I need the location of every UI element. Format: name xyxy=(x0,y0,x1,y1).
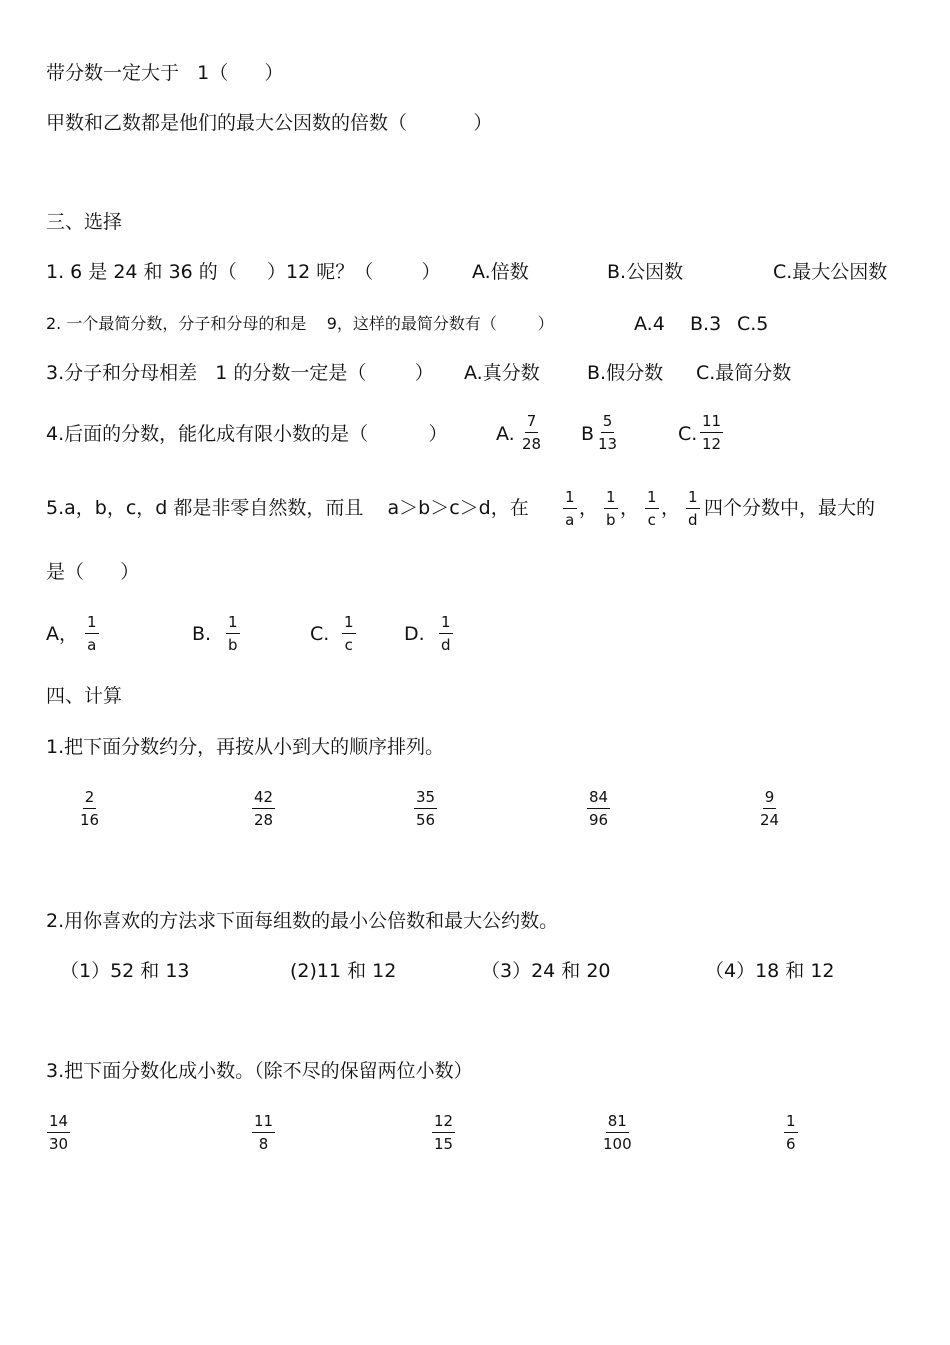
fraction-numerator: 84 xyxy=(587,789,610,809)
calc-q1-fraction xyxy=(80,789,99,829)
choice-q4-option-c-label: C. xyxy=(678,423,698,445)
choice-question-5-stem: 5.a，b，c，d 都是非零自然数，而且 a＞b＞c＞d，在 xyxy=(46,497,529,519)
judge-question-9: 带分数一定大于 1（ ） xyxy=(46,62,284,84)
separator-comma: ， xyxy=(579,497,599,519)
choice-q3-option-a: A.真分数 xyxy=(464,362,540,384)
separator-comma: ， xyxy=(620,497,640,519)
choice-question-4-stem: 4.后面的分数，能化成有限小数的是（ ） xyxy=(46,423,448,445)
fraction-numerator: 5 xyxy=(601,413,615,433)
fraction-numerator: 2 xyxy=(83,789,97,809)
choice-q5-fraction-1-over-a xyxy=(563,489,577,529)
fraction-numerator: 9 xyxy=(763,789,777,809)
fraction-numerator: 1 xyxy=(439,614,453,634)
calc-question-1-stem: 1.把下面分数约分，再按从小到大的顺序排列。 xyxy=(46,736,445,758)
fraction-numerator: 1 xyxy=(342,614,356,634)
choice-q3-option-c: C.最简分数 xyxy=(696,362,792,384)
fraction-numerator: 1 xyxy=(784,1113,798,1133)
choice-q5-option-b-fraction xyxy=(226,614,240,654)
fraction-denominator: 8 xyxy=(258,1135,269,1153)
fraction-denominator: 28 xyxy=(254,811,274,829)
fraction-denominator: 13 xyxy=(598,435,618,453)
choice-q4-fraction-b xyxy=(598,413,617,453)
fraction-numerator: 1 xyxy=(645,489,659,509)
choice-q5-option-b-label: B. xyxy=(192,623,212,645)
calc-q1-fraction xyxy=(760,789,779,829)
fraction-denominator: d xyxy=(441,636,451,654)
fraction-denominator: 30 xyxy=(49,1135,69,1153)
calc-q1-fraction xyxy=(587,789,610,829)
calc-q2-group: （3）24 和 20 xyxy=(481,960,611,982)
fraction-denominator: 6 xyxy=(786,1135,796,1153)
fraction-numerator: 1 xyxy=(604,489,618,509)
calc-question-2-stem: 2.用你喜欢的方法求下面每组数的最小公倍数和最大公约数。 xyxy=(46,910,559,932)
calc-q1-fraction xyxy=(252,789,275,829)
choice-q5-option-d-label: D. xyxy=(404,623,425,645)
fraction-numerator: 11 xyxy=(700,413,723,433)
choice-q5-fraction-1-over-b xyxy=(604,489,618,529)
fraction-denominator: 100 xyxy=(603,1135,632,1153)
fraction-denominator: 28 xyxy=(522,435,542,453)
choice-q4-fraction-a xyxy=(522,413,541,453)
section-title-choice: 三、选择 xyxy=(46,211,123,233)
fraction-denominator: d xyxy=(688,511,698,529)
fraction-numerator: 1 xyxy=(85,614,99,634)
fraction-denominator: c xyxy=(344,636,353,654)
calc-q3-fraction xyxy=(432,1113,455,1153)
fraction-numerator: 35 xyxy=(414,789,437,809)
choice-q3-option-b: B.假分数 xyxy=(587,362,664,384)
fraction-denominator: a xyxy=(565,511,575,529)
choice-q5-fraction-1-over-c xyxy=(645,489,659,529)
choice-q2-option-b: B.3 xyxy=(690,313,722,335)
choice-q1-option-a: A.倍数 xyxy=(472,261,529,283)
fraction-numerator: 1 xyxy=(226,614,240,634)
fraction-denominator: a xyxy=(87,636,97,654)
fraction-denominator: 56 xyxy=(416,811,436,829)
choice-q5-fraction-1-over-d xyxy=(686,489,700,529)
fraction-denominator: b xyxy=(606,511,616,529)
fraction-numerator: 12 xyxy=(432,1113,455,1133)
separator-comma: ， xyxy=(661,497,681,519)
choice-q5-option-a-label: A， xyxy=(46,623,78,645)
choice-q5-option-c-fraction xyxy=(342,614,356,654)
choice-q5-stem-end: 四个分数中，最大的 xyxy=(704,497,876,519)
calc-q2-group: （4）18 和 12 xyxy=(705,960,835,982)
choice-q5-option-d-fraction xyxy=(439,614,453,654)
choice-question-3-stem: 3.分子和分母相差 1 的分数一定是（ ） xyxy=(46,362,434,384)
fraction-numerator: 7 xyxy=(525,413,539,433)
choice-q1-option-b: B.公因数 xyxy=(607,261,684,283)
calc-q3-fraction xyxy=(784,1113,798,1153)
calc-q1-fraction xyxy=(414,789,437,829)
fraction-numerator: 1 xyxy=(563,489,577,509)
choice-q5-option-c-label: C. xyxy=(310,623,330,645)
fraction-numerator: 1 xyxy=(686,489,700,509)
choice-q5-option-a-fraction xyxy=(85,614,99,654)
judge-question-10: 甲数和乙数都是他们的最大公因数的倍数（ ） xyxy=(46,112,493,134)
choice-q1-option-c: C.最大公因数 xyxy=(773,261,888,283)
choice-q2-option-a: A.4 xyxy=(634,313,665,335)
section-title-calculation: 四、计算 xyxy=(46,685,123,707)
fraction-denominator: c xyxy=(647,511,656,529)
fraction-denominator: 96 xyxy=(589,811,609,829)
fraction-denominator: 16 xyxy=(80,811,100,829)
calc-q2-group: (2)11 和 12 xyxy=(290,960,397,982)
choice-q4-option-b-label: B xyxy=(581,423,595,445)
choice-q2-option-c: C.5 xyxy=(737,313,769,335)
fraction-denominator: 15 xyxy=(434,1135,454,1153)
fraction-numerator: 81 xyxy=(606,1113,629,1133)
choice-q5-stem-line-2: 是（ ） xyxy=(46,561,140,583)
fraction-numerator: 42 xyxy=(252,789,275,809)
fraction-denominator: 12 xyxy=(702,435,722,453)
choice-q4-option-a-label: A. xyxy=(496,423,515,445)
choice-question-1-stem: 1. 6 是 24 和 36 的（ ）12 呢？（ ） xyxy=(46,261,441,283)
fraction-denominator: b xyxy=(228,636,238,654)
fraction-denominator: 24 xyxy=(760,811,780,829)
fraction-numerator: 14 xyxy=(47,1113,70,1133)
calc-q2-group: （1）52 和 13 xyxy=(60,960,190,982)
choice-question-2-stem: 2. 一个最简分数，分子和分母的和是 9，这样的最简分数有（ ） xyxy=(46,314,554,333)
choice-q4-fraction-c xyxy=(700,413,723,453)
calc-q3-fraction xyxy=(47,1113,70,1153)
calc-question-3-stem: 3.把下面分数化成小数。（除不尽的保留两位小数） xyxy=(46,1060,473,1082)
fraction-numerator: 11 xyxy=(252,1113,275,1133)
calc-q3-fraction xyxy=(252,1113,275,1153)
calc-q3-fraction xyxy=(603,1113,632,1153)
